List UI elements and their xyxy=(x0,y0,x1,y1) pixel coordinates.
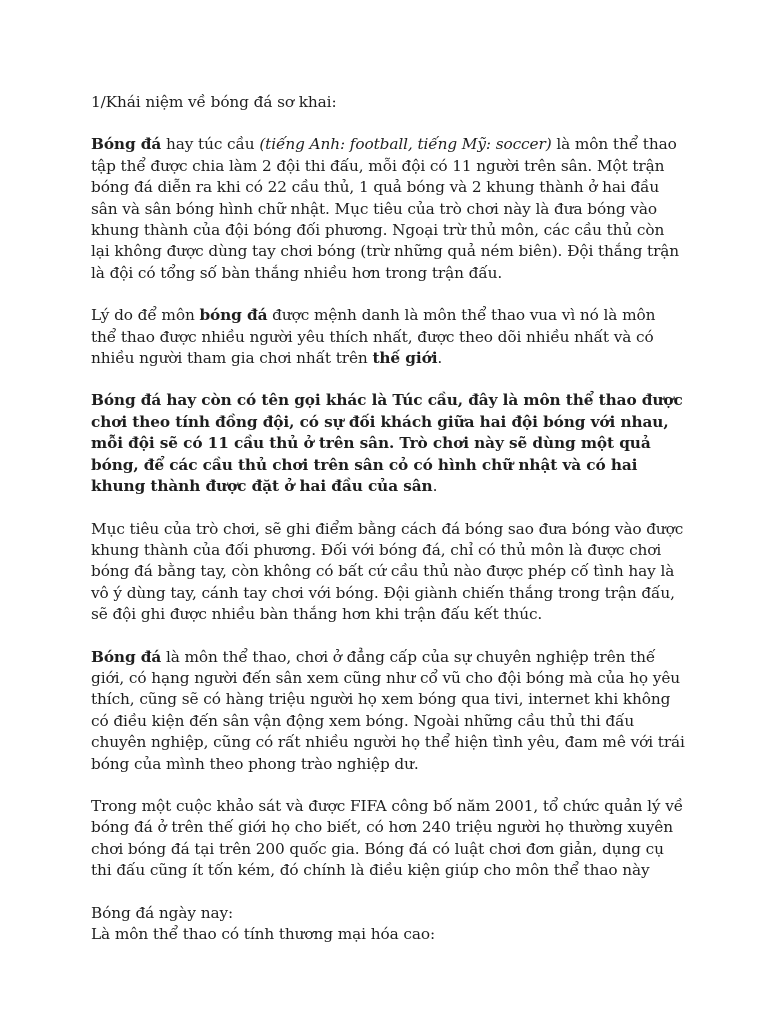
paragraph-text: Mục tiêu của trò chơi, sẽ ghi điểm bằng cách đá bóng sao đưa bóng vào được khung thành của đối phương. Đối với bóng đá, chỉ có thủ môn là được chơi bóng đá bằng tay, còn không có bất cứ cầu thủ nào được phép cố tình hay là vô ý dùng tay, cánh tay chơi với bóng. Đội giành chiến thắng trong trận đấu, sẽ đội ghi được nhiều bàn thắng hơn khi trận đấu kết thúc. xyxy=(91,519,684,624)
document-heading xyxy=(91,92,685,113)
document-page xyxy=(91,92,685,945)
paragraph-text: . xyxy=(437,349,443,368)
bold-term: Bóng đá xyxy=(91,135,162,154)
paragraph-professional xyxy=(91,647,685,775)
paragraph-objective xyxy=(91,519,685,626)
bold-term: thế giới xyxy=(372,349,438,368)
paragraph-fifa-survey xyxy=(91,796,685,882)
paragraph-text: . xyxy=(432,477,438,496)
subheading xyxy=(91,903,685,924)
heading-text: 1/Khái niệm về bóng đá sơ khai: xyxy=(91,93,337,111)
paragraph-text: hay túc cầu xyxy=(161,135,260,154)
paragraph-text: được mệnh danh là môn thể thao vua vì nó là môn thể thao được nhiều người yêu thích nhất, được theo dõi nhiều nhất và có nhiều người tham gia chơi nhất trên xyxy=(91,306,656,368)
paragraph-text: Trong một cuộc khảo sát và được FIFA công bố năm 2001, tổ chức quản lý về bóng đá ở trên thế giới họ cho biết, có hơn 240 triệu người họ thường xuyên chơi bóng đá tại trên 200 quốc gia. Bóng đá có luật chơi đơn giản, dụng cụ thi đấu cũng ít tốn kém, đó chính là điều kiện giúp cho môn thể thao này xyxy=(91,796,684,880)
paragraph-king-of-sports xyxy=(91,305,685,369)
paragraph-text: là môn thể thao, chơi ở đẳng cấp của sự chuyên nghiệp trên thế giới, có hạng người đến sân xem cũng như cổ vũ cho đội bóng mà của họ yêu thích, cũng sẽ có hàng triệu người họ xem bóng qua tivi, internet khi không có điều kiện đến sân vận động xem bóng. Ngoài những cầu thủ thi đấu chuyên nghiệp, cũng có rất nhiều người họ thể hiện tình yêu, đam mê với trái bóng của mình theo phong trào nghiệp dư. xyxy=(91,647,685,773)
closing-line-text: Là môn thể thao có tính thương mại hóa cao: xyxy=(91,925,436,943)
bold-term: bóng đá xyxy=(199,306,268,325)
paragraph-definition xyxy=(91,134,685,284)
paragraph-text: là môn thể thao tập thể được chia làm 2 đội thi đấu, mỗi đội có 11 người trên sân. Một trận bóng đá diễn ra khi có 22 cầu thủ, 1 quả bóng và 2 khung thành ở hai đầu sân và sân bóng hình chữ nhật. Mục tiêu của trò chơi này là đưa bóng vào khung thành của đội bóng đối phương. Ngoại trừ thủ môn, các cầu thủ còn lại không được dùng tay chơi bóng (trừ những quả ném biên). Đội thắng trận là đội có tổng số bàn thắng nhiều hơn trong trận đấu. xyxy=(91,135,680,282)
subheading-text: Bóng đá ngày nay: xyxy=(91,903,234,922)
closing-line xyxy=(91,924,685,945)
paragraph-bold-description xyxy=(91,390,685,497)
bold-paragraph-text: Bóng đá hay còn có tên gọi khác là Túc cầu, đây là môn thể thao được chơi theo tính đồng đội, có sự đối khách giữa hai đội bóng với nhau, mỗi đội sẽ có 11 cầu thủ ở trên sân. Trò chơi này sẽ dùng một quả bóng, để các cầu thủ chơi trên sân cỏ có hình chữ nhật và có hai khung thành được đặt ở hai đầu của sân xyxy=(91,391,683,496)
paragraph-text: Lý do để môn xyxy=(91,306,200,325)
bold-term: Bóng đá xyxy=(91,647,162,666)
italic-note: (tiếng Anh: football, tiếng Mỹ: soccer) xyxy=(259,135,552,154)
